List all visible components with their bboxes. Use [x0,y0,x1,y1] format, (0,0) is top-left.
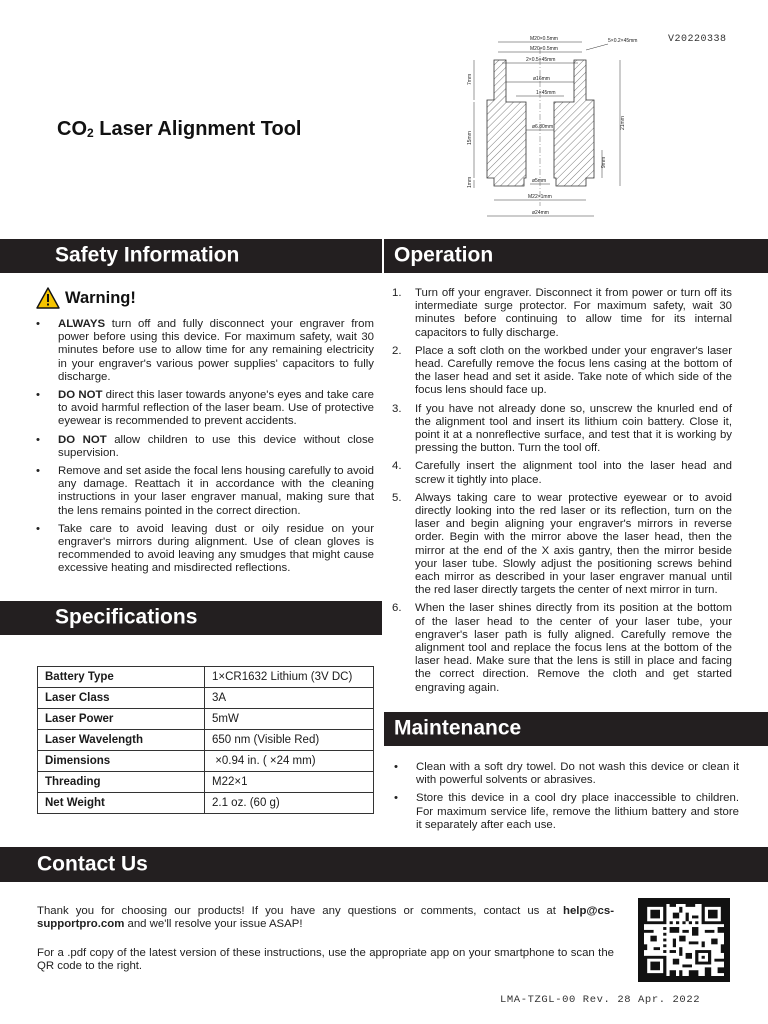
step-item: 1. Turn off your engraver. Disconnect it from power or turn off its intermediate surge protector. For maximum safety, wait 30 minutes before continuing to allow time for its internal capacitors to fully discharge. [392,287,732,339]
document-title [57,118,301,141]
dim-label: ø24mm [532,210,549,216]
qr-instructions: For a .pdf copy of the latest version of these instructions, use the appropriate app on your smartphone to scan the QR code to the right. [37,947,614,973]
warning-label: Warning! [65,288,136,307]
dim-label: M20×0.5mm [530,36,558,42]
operation-steps [392,287,732,700]
maintenance-heading: Maintenance [394,716,522,740]
step-item: 4. Carefully insert the alignment tool into the laser head and screw it tightly into place. [392,460,732,486]
list-item: • Remove and set aside the focal lens housing carefully to avoid any damage. Reattach it in accordance with the cleaning instructions in your laser engraver manual, making sure that the lens remains pointed in the correct direction. [36,465,374,518]
contact-heading: Contact Us [37,852,148,876]
list-item: • ALWAYS turn off and fully disconnect your engraver from power before using this device. For maximum safety, wait 30 minutes before use to allow time for any remaining electricity in your engraver's various power supplies' capacitors to fully discharge. [36,318,374,384]
operation-section-header [384,239,768,273]
table-row: Laser Power 5mW [38,709,374,730]
support-email-link[interactable]: help@cs-supportpro.com [37,905,614,931]
version-code: V20220338 [668,34,727,45]
safety-heading: Safety Information [55,243,240,267]
table-row: Threading M22×1 [38,772,374,793]
operation-heading: Operation [394,243,494,267]
specifications-table [37,666,374,814]
dim-label: 21mm [620,116,626,130]
safety-list [36,318,374,581]
dim-label: ø6.80mm [532,124,554,130]
list-item: • DO NOT direct this laser towards anyone's eyes and take care to avoid harmful reflection of the laser beam. Use of protective eyewear is recommended to prevent accidents. [36,389,374,429]
contact-paragraph: Thank you for choosing our products! If you have any questions or comments, contact us at help@cs-supportpro.com and we'll resolve your issue ASAP! [37,905,614,931]
document-revision: LMA-TZGL-00 Rev. 28 Apr. 2022 [500,994,701,1006]
warning-icon [36,287,60,309]
dim-label: 2×0.5×45mm [526,57,556,63]
specifications-heading: Specifications [55,605,198,629]
list-item: • Clean with a soft dry towel. Do not wash this device or clean it with powerful solvents or abrasives. [394,761,739,787]
step-item: 2. Place a soft cloth on the workbed under your engraver's laser head. Carefully remove the focus lens casing at the bottom of the laser head and set it aside. Take note of which side of the focus lens should face up. [392,344,732,397]
safety-section-header [0,239,382,273]
list-item: • DO NOT allow children to use this device without close supervision. [36,434,374,460]
dim-label: ø16mm [533,76,550,82]
dim-label: 7mm [467,73,473,85]
dim-label: 5×0.2×45mm [608,38,638,44]
table-row: Laser Class 3A [38,688,374,709]
table-row: Laser Wavelength 650 nm (Visible Red) [38,730,374,751]
dim-label: M22×1mm [528,194,552,200]
step-item: 3. If you have not already done so, unscrew the knurled end of the alignment tool and insert its lithium coin battery. Close it, point it at a nonreflective surface, and test that it is working by pressing the button. Turn the tool off. [392,402,732,455]
technical-drawing [458,30,658,228]
dim-label: ø5mm [532,178,547,184]
table-row: Net Weight 2.1 oz. (60 g) [38,793,374,814]
qr-code-icon [644,904,724,976]
list-item: • Take care to avoid leaving dust or oily residue on your engraver's mirrors during alignment. Use of clean gloves is recommended to avoid leaving any smudges that might cause excessive heating and misdirected reflections. [36,523,374,576]
table-row: Dimensions ×0.94 in. ( ×24 mm) [38,751,374,772]
specifications-section-header [0,601,382,635]
title-main: CO [57,118,87,140]
title-subscript: 2 [87,126,94,140]
dim-label: 15mm [467,131,473,145]
step-item: 6. When the laser shines directly from its position at the bottom of the laser head to the center of your laser tube, your engraver's laser path is fully aligned. Carefully remove the alignment tool and replace the focus lens at the bottom of the laser head. Make sure that the lens is still in place and facing the correct direction. Remove the cloth and get started engraving again. [392,602,732,694]
maintenance-section-header [384,712,768,746]
warning-callout [36,287,136,309]
maintenance-list [394,761,739,837]
step-item: 5. Always taking care to wear protective eyewear or to avoid directly looking into the red laser or its reflection, turn on the laser and begin aligning your engraver's mirrors in reverse order. Begin with the mirror above the laser head, then the mirror at the end of the X axis gantry, then the mirror beside your laser tube. Slowly adjust the positioning screws behind each mirror as described in your laser engraver manual until the red laser directly targets the center of next mirror in turn. [392,491,732,597]
dim-label: M20×0.5mm [530,46,558,52]
qr-code [638,898,730,982]
dim-label: 9mm [601,156,607,168]
table-row: Battery Type 1×CR1632 Lithium (3V DC) [38,667,374,688]
contact-section-header [0,847,768,882]
dim-label: 1×45mm [536,90,556,96]
list-item: • Store this device in a cool dry place inaccessible to children. For maximum service life, remove the lithium battery and store it separately after each use. [394,792,739,832]
title-rest: Laser Alignment Tool [93,118,302,140]
dim-label: 1mm [467,176,473,188]
